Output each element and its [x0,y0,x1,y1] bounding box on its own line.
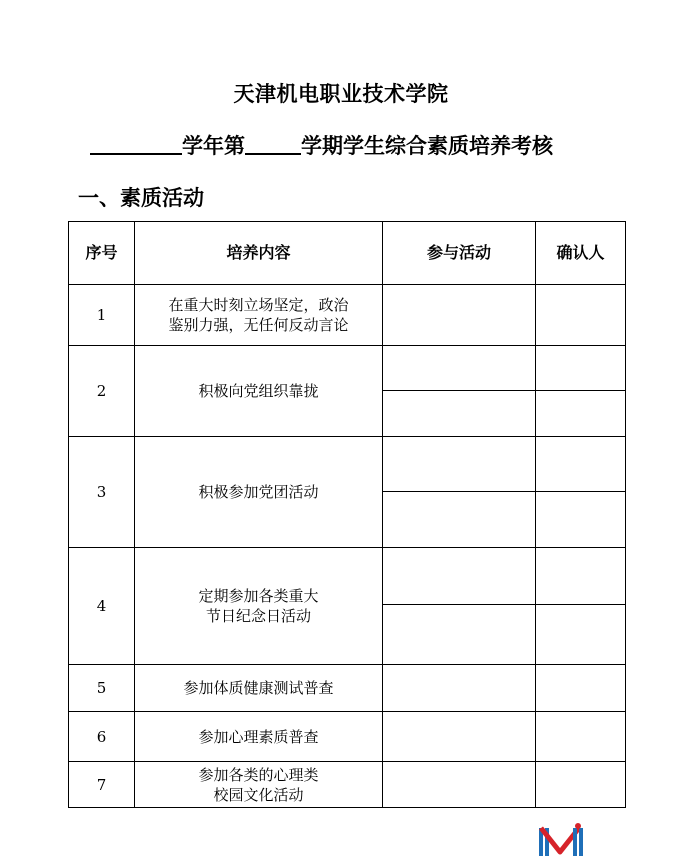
table-row [69,712,626,762]
row-content [135,346,383,437]
section-title: 一、素质活动 [78,186,204,210]
activity-cell[interactable] [383,437,536,492]
subtitle-text-2: 学期学生综合素质培养考核 [301,134,553,158]
activity-cell[interactable] [383,712,536,762]
row-content [135,548,383,665]
confirmer-cell[interactable] [536,605,626,665]
content-line: 定期参加各类重大 [198,587,319,605]
activity-cell[interactable] [383,492,536,548]
document-title: 天津机电职业技术学院 [233,82,449,106]
activity-table [68,221,626,808]
row-number: 3 [69,437,135,548]
confirmer-cell[interactable] [536,346,626,391]
row-number: 6 [69,712,135,762]
confirmer-cell[interactable] [536,712,626,762]
column-header-number: 序号 [69,222,135,285]
subtitle-text-1: 学年第 [182,134,245,158]
row-content [135,285,383,346]
confirmer-cell[interactable] [536,762,626,808]
activity-cell[interactable] [383,548,536,605]
row-number: 7 [69,762,135,808]
table-row [69,665,626,712]
content-line: 积极参加党团活动 [198,483,319,501]
table-row [69,346,626,391]
year-blank [90,133,182,155]
content-line: 节日纪念日活动 [205,607,311,625]
content-line: 参加各类的心理类 [198,765,319,784]
table-row [69,437,626,492]
table-row [69,285,626,346]
row-number: 5 [69,665,135,712]
semester-blank [245,133,301,155]
content-line: 参加心理素质普查 [198,727,319,746]
activity-cell[interactable] [383,665,536,712]
row-content [135,712,383,762]
confirmer-cell[interactable] [536,665,626,712]
confirmer-cell[interactable] [536,548,626,605]
activity-cell[interactable] [383,391,536,437]
table-row [69,548,626,605]
content-line: 积极向党组织靠拢 [198,382,319,400]
row-number: 2 [69,346,135,437]
confirmer-cell[interactable] [536,391,626,437]
table-header-row [69,222,626,285]
college-logo-icon [538,822,584,858]
activity-cell[interactable] [383,285,536,346]
column-header-content: 培养内容 [135,222,383,285]
content-line: 在重大时刻立场坚定，政治 [168,296,349,314]
content-line: 鉴别力强，无任何反动言论 [168,316,349,334]
row-content [135,665,383,712]
column-header-activity: 参与活动 [383,222,536,285]
row-number: 1 [69,285,135,346]
activity-cell[interactable] [383,346,536,391]
content-line: 校园文化活动 [213,785,304,804]
confirmer-cell[interactable] [536,285,626,346]
table-row [69,762,626,808]
confirmer-cell[interactable] [536,492,626,548]
column-header-confirmer: 确认人 [536,222,626,285]
assessment-subtitle [90,130,553,160]
activity-cell[interactable] [383,762,536,808]
row-content [135,437,383,548]
row-number: 4 [69,548,135,665]
row-content [135,762,383,808]
activity-cell[interactable] [383,605,536,665]
content-line: 参加体质健康测试普查 [183,679,334,697]
confirmer-cell[interactable] [536,437,626,492]
